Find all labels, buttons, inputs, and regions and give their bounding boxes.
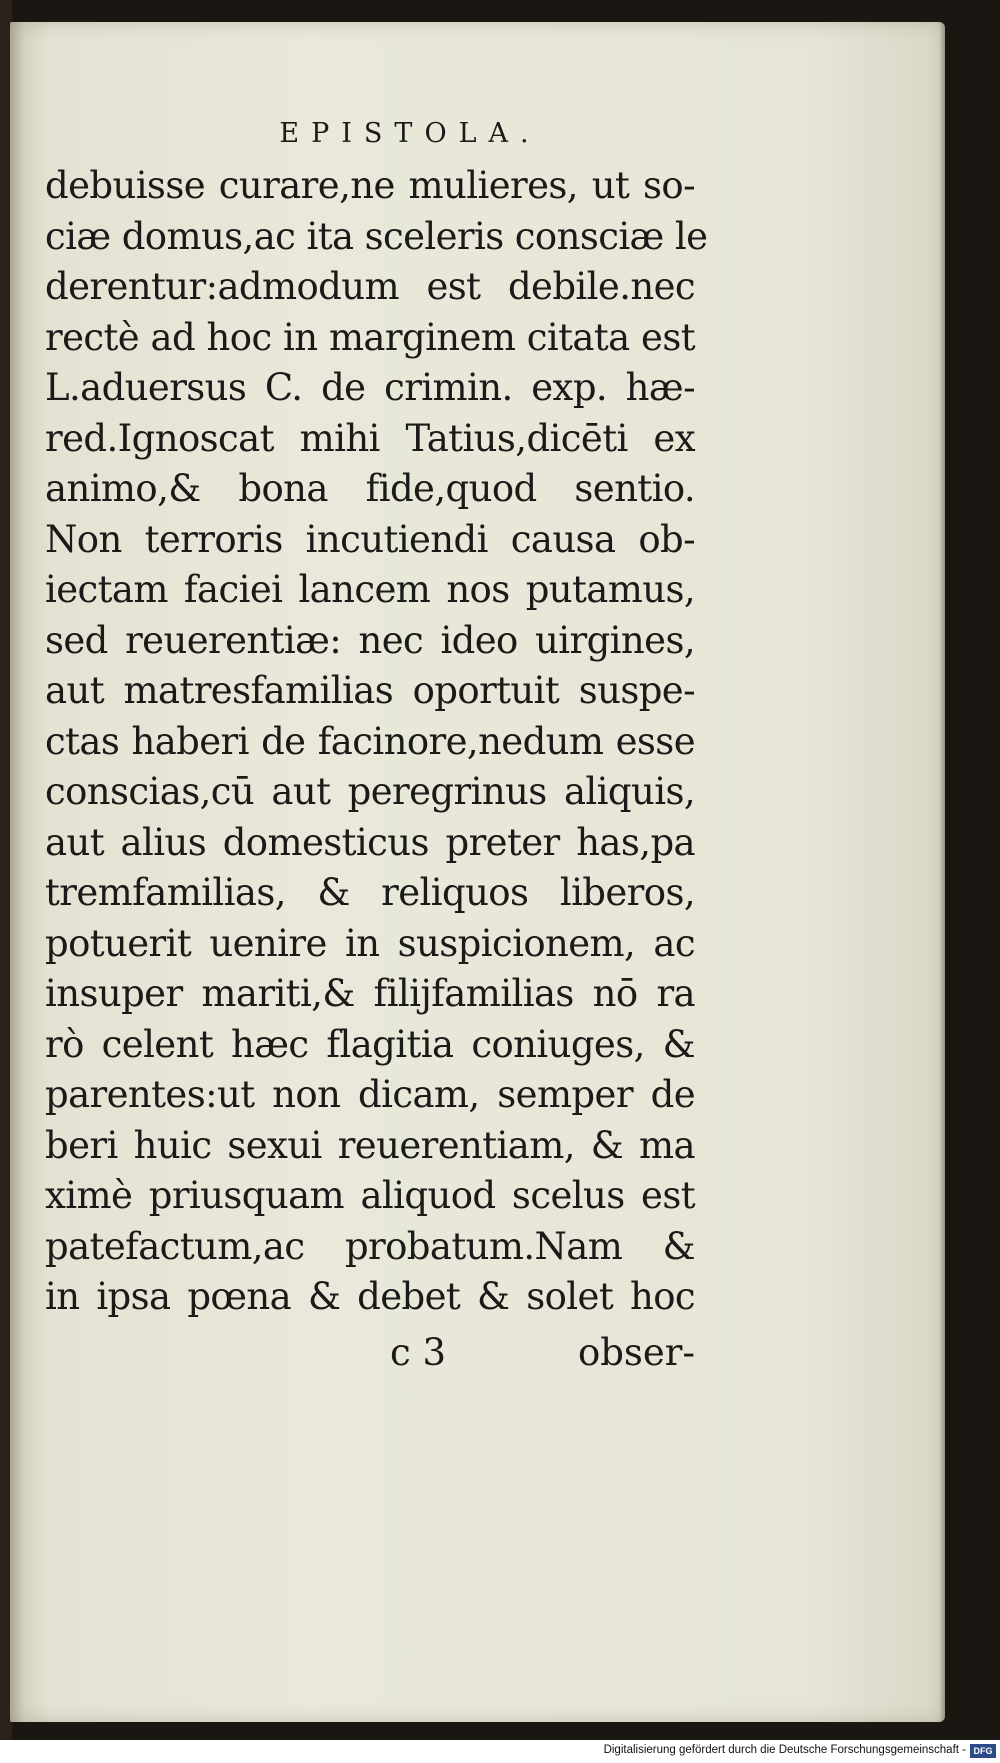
text-line: aut alius domesticus preter has,pa [45,820,695,864]
text-line: debuisse curare,ne mulieres, ut so- [45,164,695,207]
text-line: ciæ domus,ac ita sceleris consciæ le [45,214,708,258]
dfg-logo: DFG [970,1744,996,1758]
text-line: beri huic sexui reuerentiam, & ma [45,1123,695,1167]
text-block [45,117,725,1379]
text-line: red.Ignoscat mihi Tatius,dicēti ex [45,416,695,460]
text-line: parentes:ut non dicam, semper de [45,1073,695,1116]
text-line: rò celent hæc flagitia coniuges, & [45,1022,695,1066]
text-line: Non terroris incutiendi causa ob- [45,517,695,561]
page-foot [45,1327,725,1379]
text-line: ximè priusquam aliquod scelus est [45,1174,695,1217]
book-page [10,22,945,1722]
text-line: in ipsa pœna & debet & solet hoc [45,1275,695,1318]
text-line: insuper mariti,& filijfamilias nō ra [45,972,695,1015]
text-line: rectè ad hoc in marginem citata est [45,315,695,359]
text-line: potuerit uenire in suspicionem, ac [45,921,695,965]
text-line: iectam faciei lancem nos putamus, [45,568,695,611]
page-edge-shadow [939,22,945,1722]
text-line: patefactum,ac probatum.Nam & [45,1224,695,1268]
text-line: L.aduersus C. de crimin. exp. hæ- [45,366,695,409]
text-line: animo,& bona fide,quod sentio. [45,467,695,510]
signature-mark: c 3 [390,1330,447,1374]
catchword: obser- [577,1330,695,1374]
text-line: derentur:admodum est debile.nec [45,265,695,308]
text-line: ctas haberi de facinore,nedum esse [45,719,695,763]
running-head: EPISTOLA. [279,118,541,149]
text-line: conscias,cū aut peregrinus aliquis, [45,770,695,813]
text-line: aut matresfamilias oportuit suspe- [45,669,695,712]
text-line: tremfamilias, & reliquos liberos, [45,871,695,914]
digitization-footer [0,1740,1000,1763]
funding-credit: Digitalisierung gefördert durch die Deutsche Forschungsgemeinschaft - [603,1744,966,1756]
text-line: sed reuerentiæ: nec ideo uirgines, [45,618,695,662]
